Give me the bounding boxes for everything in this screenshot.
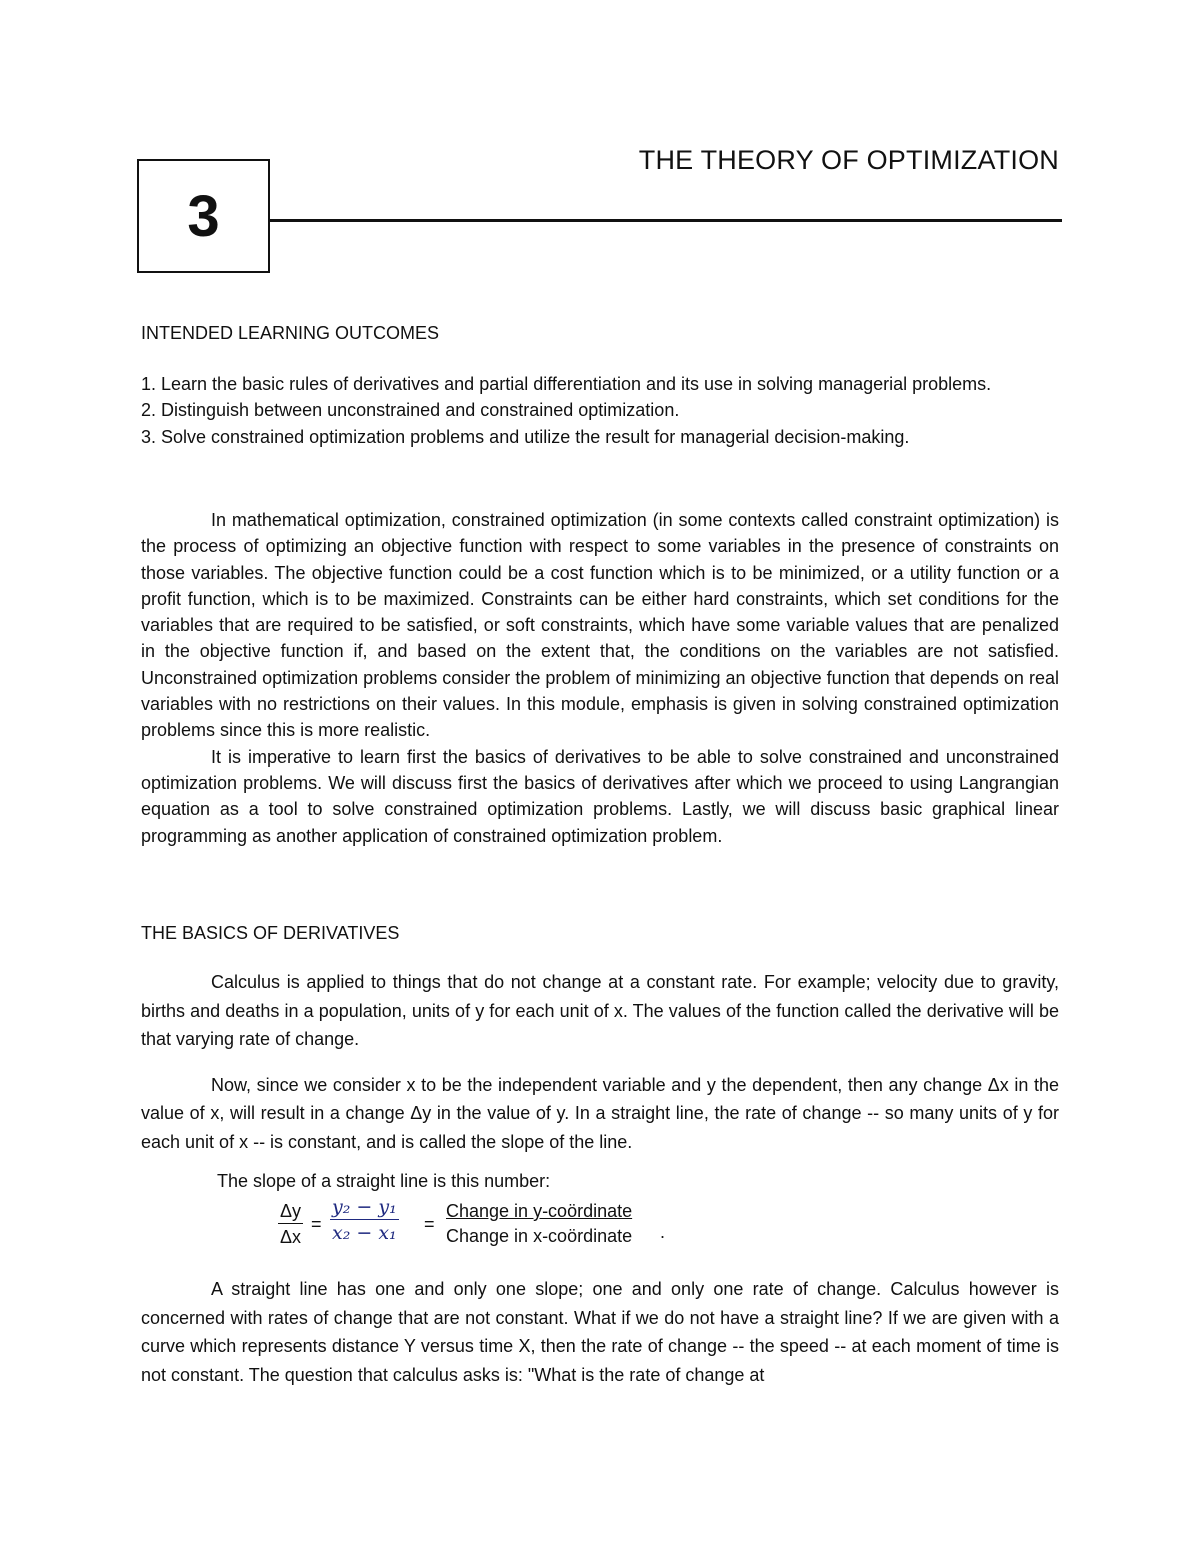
words-fraction — [444, 1200, 634, 1248]
x-difference: x₂ − x₁ — [332, 1222, 397, 1244]
change-in-x: Change in x-coördinate — [446, 1226, 633, 1246]
outcome-item-3: 3. Solve constrained optimization problems and utilize the result for managerial decision-making. — [141, 426, 910, 447]
coordinate-fraction — [330, 1196, 399, 1245]
delta-fraction — [278, 1200, 303, 1249]
change-in-y: Change in y-coördinate — [446, 1201, 633, 1221]
intro-section — [141, 507, 1059, 849]
chapter-rule — [270, 219, 1062, 222]
outcome-item-1: 1. Learn the basic rules of derivatives and partial differentiation and its use in solving managerial problems. — [141, 374, 992, 394]
slope-formula — [278, 1196, 698, 1256]
intro-paragraph-2: It is imperative to learn first the basics of derivatives to be able to solve constrained and unconstrained optimization problems. We will discuss first the basics of derivatives after which we proceed to using Langrangian equation as a tool to solve constrained optimization problems. Lastly, we will discuss basic graphical linear programming as another application of constrained optimization problem. — [141, 746, 1059, 846]
derivatives-paragraph-1: Calculus is applied to things that do not change at a constant rate. For example; velocity due to gravity, births and deaths in a population, units of y for each unit of x. The values of the function called the derivative will be that varying rate of change. — [141, 972, 1059, 1049]
chapter-number: 3 — [187, 183, 220, 249]
outcome-item-2: 2. Distinguish between unconstrained and constrained optimization. — [141, 400, 680, 421]
y-difference: y₂ − y₁ — [332, 1196, 397, 1218]
formula-period: . — [660, 1222, 666, 1242]
slope-intro: The slope of a straight line is this number: — [217, 1171, 551, 1191]
chapter-title: THE THEORY OF OPTIMIZATION — [638, 145, 1059, 175]
equals-sign: = — [424, 1214, 435, 1234]
delta-x: Δx — [280, 1227, 302, 1247]
derivatives-paragraph-2: Now, since we consider x to be the independent variable and y the dependent, then any change Δx in the value of x, will result in a change Δy in the value of y. In a straight line, the rate of change -- so many units of y for each unit of x -- is constant, and is called the slope of the line. — [141, 1074, 1059, 1152]
delta-y: Δy — [278, 1200, 303, 1224]
derivatives-paragraph-3: A straight line has one and only one slope; one and only one rate of change. Calculus however is concerned with rates of change that are not constant. What if we do not have a straight line? If we are given with a curve which represents distance Y versus time X, then the rate of change -- the speed -- at each moment of time is not constant. The question that calculus asks is: "What is the rate of change at — [141, 1279, 1059, 1385]
calculus-section — [141, 1275, 1059, 1389]
chapter-number-box — [137, 159, 270, 273]
equals-sign: = — [311, 1214, 322, 1234]
outcomes-heading: INTENDED LEARNING OUTCOMES — [141, 323, 440, 343]
learning-outcomes-section — [141, 323, 1059, 450]
derivatives-section — [141, 923, 1059, 1194]
derivatives-heading: THE BASICS OF DERIVATIVES — [141, 923, 400, 943]
intro-paragraph-1: In mathematical optimization, constrained optimization (in some contexts called constraint optimization) is the process of optimizing an objective function with respect to some variables in the presence of constraints on those variables. The objective function could be a cost function which is to be minimized, or a utility function or a profit function, which is to be maximized. Constraints can be either hard constraints, which set conditions for the variables that are required to be satisfied, or soft constraints, which have some variable values that are penalized in the objective function if, and based on the extent that, the conditions on the variables are not satisfied. Unconstrained optimization problems consider the problem of minimizing an objective function that depends on real variables with no restrictions on their values. In this module, emphasis is given in solving constrained optimization problems since this is more realistic. — [141, 510, 1059, 741]
